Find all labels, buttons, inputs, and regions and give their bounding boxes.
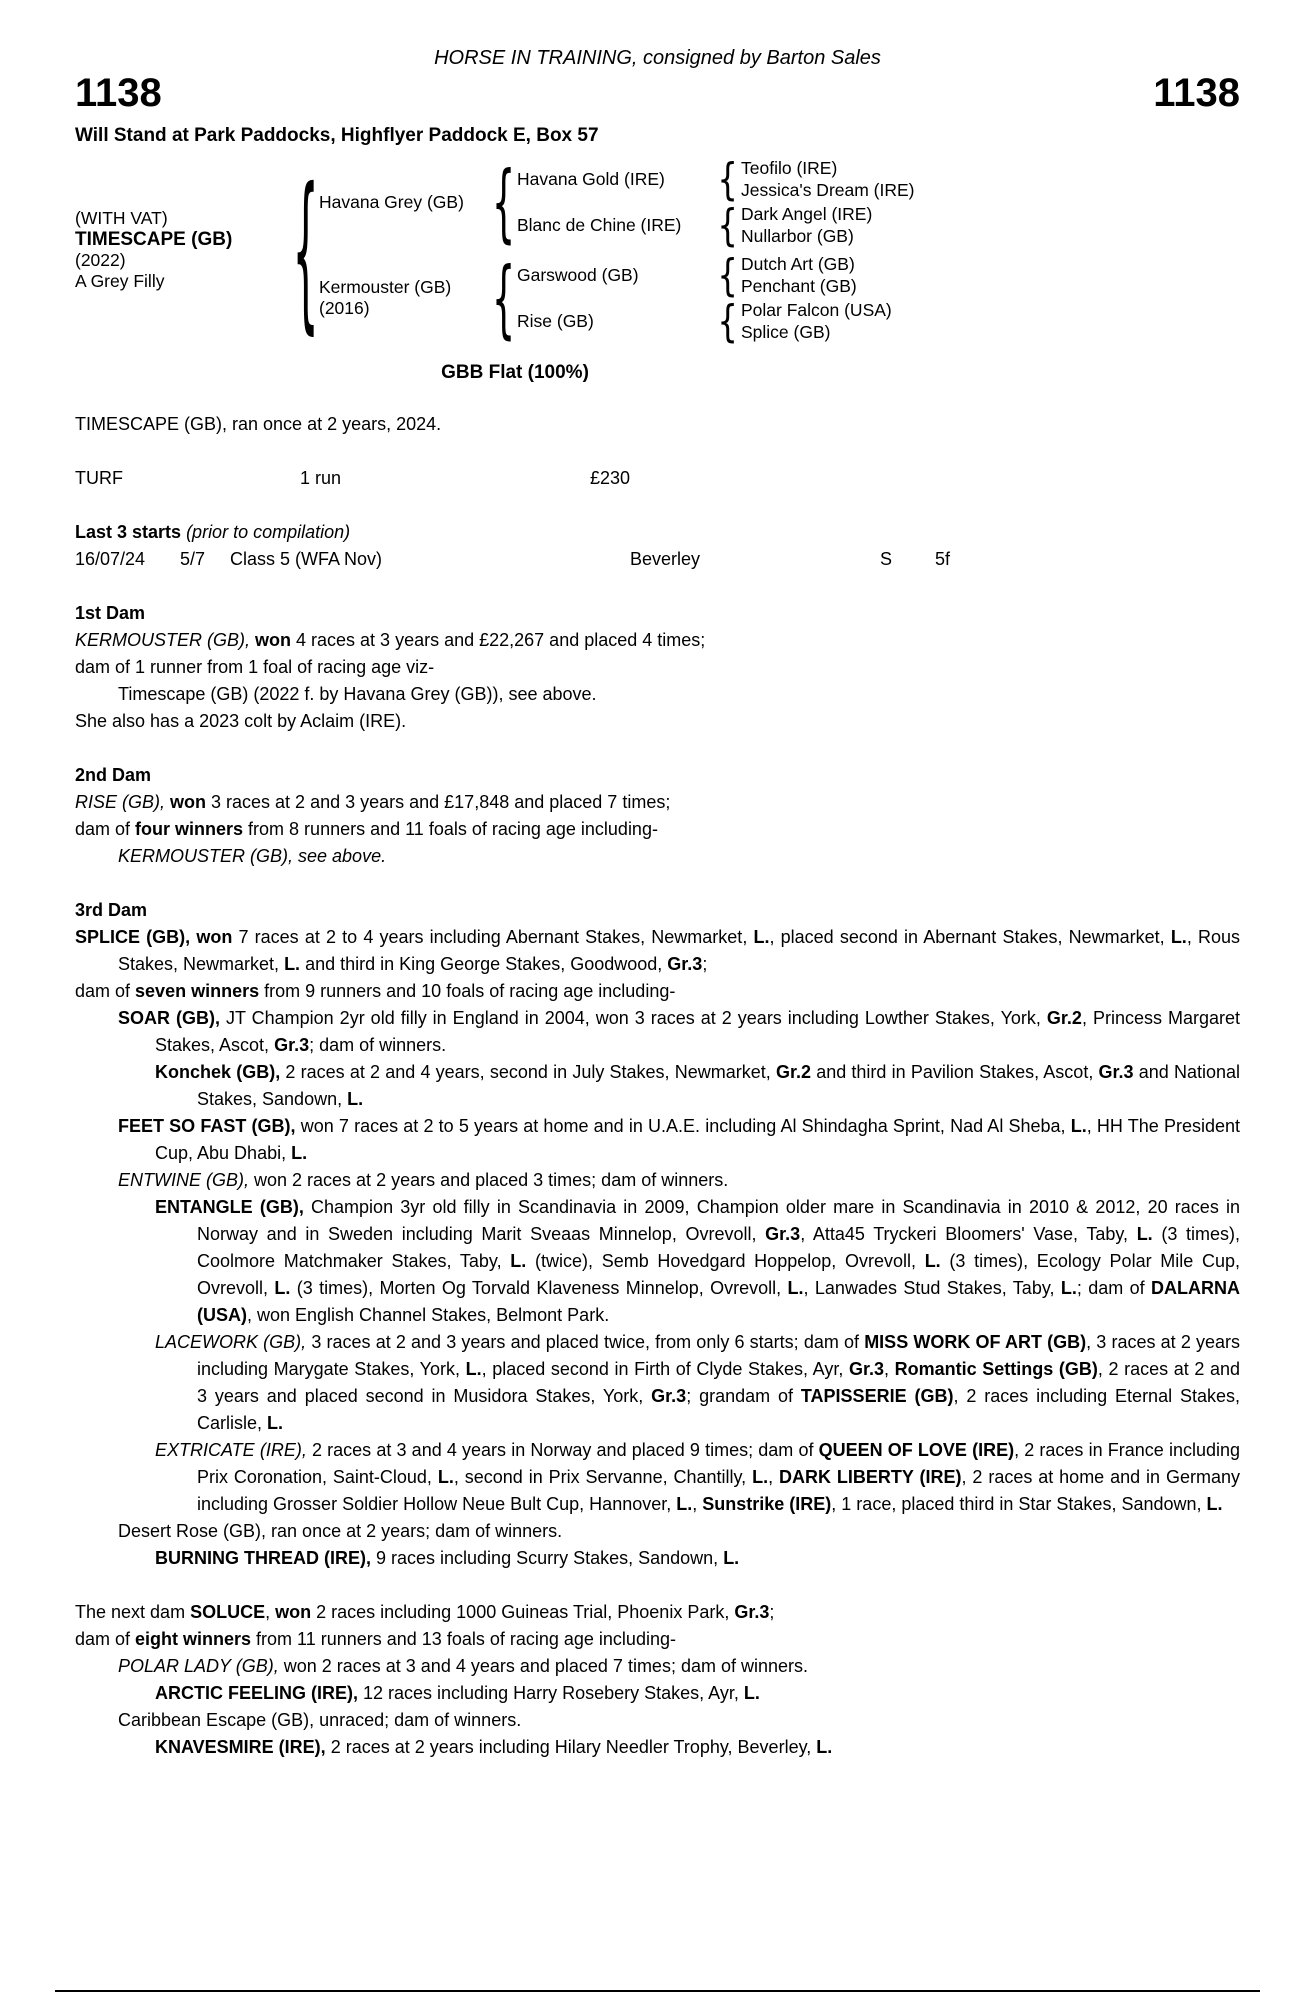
para-arctic-feeling: ARCTIC FEELING (IRE), 12 races including Harry Rosebery Stakes, Ayr, L. <box>155 1683 760 1703</box>
lot-number-right: 1138 <box>1153 71 1240 115</box>
dam3-heading: 3rd Dam <box>75 900 148 920</box>
great-grandparent-name: Jessica's Dream (IRE) <box>741 180 915 200</box>
pedigree-brace-small: { <box>717 199 739 251</box>
para-kermouster: KERMOUSTER (GB), won 4 races at 3 years and £22,267 and placed 4 times; <box>75 630 706 650</box>
start-distance: 5f <box>935 549 951 569</box>
para-soar: SOAR (GB), JT Champion 2yr old filly in England in 2004, won 3 races at 2 years including Lowther Stakes, York, Gr.2, Princess Margaret Stakes, Ascot, Gr.3; dam of winners. <box>118 1008 1240 1055</box>
pedigree-brace-sire: { <box>492 152 516 252</box>
start-course: Beverley <box>630 549 701 569</box>
para-dam2-damof: dam of four winners from 8 runners and 11 foals of racing age including- <box>75 819 658 839</box>
para-extricate: EXTRICATE (IRE), 2 races at 3 and 4 years in Norway and placed 9 times; dam of QUEEN OF LOVE (IRE), 2 races in France including Prix Coronation, Saint-Cloud, L., second in Prix Servanne, Chantilly, L., DARK LIBERTY (IRE), 2 races at home and in Germany including Grosser Soldier Hollow Neue Bult Cup, Hannover, L., Sunstrike (IRE), 1 race, placed third in Star Stakes, Sandown, L. <box>155 1440 1240 1514</box>
last-start-row <box>75 546 1240 573</box>
para-dam1-damof: dam of 1 runner from 1 foal of racing age viz- <box>75 657 435 677</box>
surface-label: TURF <box>75 468 123 488</box>
vat-note: (WITH VAT) <box>75 208 168 228</box>
granddam-name: Blanc de Chine (IRE) <box>517 214 682 235</box>
great-grandparents <box>741 299 892 343</box>
dam-parents-column <box>517 249 892 347</box>
start-date: 16/07/24 <box>75 549 146 569</box>
pedigree-brace-small: { <box>717 249 739 301</box>
start-class: Class 5 (WFA Nov) <box>230 549 383 569</box>
para-dam3-damof: dam of seven winners from 9 runners and 10 foals of racing age including- <box>75 981 676 1001</box>
last-starts-note: (prior to compilation) <box>181 522 351 542</box>
lot-number-row <box>75 72 1240 114</box>
para-burning-thread: BURNING THREAD (IRE), 9 races including Scurry Stakes, Sandown, L. <box>155 1548 740 1568</box>
para-entangle: ENTANGLE (GB), Champion 3yr old filly in Scandinavia in 2009, Champion older mare in Scandinavia in 2010 & 2012, 20 races in Norway and in Sweden including Marit Sveaas Minnelop, Ovrevoll, Gr.3, Atta45 Tryckeri Bloomers' Vase, Taby, L. (3 times), Coolmore Matchmaker Stakes, Taby, L. (twice), Semb Hovedgard Hoppelop, Ovrevoll, L. (3 times), Ecology Polar Mile Cup, Ovrevoll, L. (3 times), Morten Og Torvald Klaveness Minnelop, Ovrevoll, L., Lanwades Stud Stakes, Taby, L.; dam of DALARNA (USA), won English Channel Stakes, Belmont Park. <box>155 1197 1241 1325</box>
body-text <box>75 411 1240 1761</box>
pedigree-gen1-column <box>319 152 915 348</box>
great-grandparent-name: Dutch Art (GB) <box>741 254 855 274</box>
grandparent-block <box>517 249 892 301</box>
dam-year: (2016) <box>319 298 370 318</box>
page-bottom-rule <box>55 1990 1260 1992</box>
great-grandparents <box>741 203 872 247</box>
turf-record-row <box>75 465 1240 492</box>
para-entwine: ENTWINE (GB), won 2 races at 2 years and placed 3 times; dam of winners. <box>118 1170 729 1190</box>
sire-parents-column <box>517 153 915 251</box>
grandsire-name: Garswood (GB) <box>517 264 639 285</box>
para-konchek: Konchek (GB), 2 races at 2 and 4 years, second in July Stakes, Newmarket, Gr.2 and third in Pavilion Stakes, Ascot, Gr.3 and National Stakes, Sandown, L. <box>155 1062 1241 1109</box>
para-splice: SPLICE (GB), won 7 races at 2 to 4 years including Abernant Stakes, Newmarket, L., placed second in Abernant Stakes, Newmarket, L., Rous Stakes, Newmarket, L. and third in King George Stakes, Goodwood, Gr.3; <box>75 927 1240 974</box>
gbb-scheme-line: GBB Flat (100%) <box>441 362 589 383</box>
grandparent-block <box>517 295 892 347</box>
para-timescape: Timescape (GB) (2022 f. by Havana Grey (GB)), see above. <box>118 684 597 704</box>
para-rise: RISE (GB), won 3 races at 2 and 3 years and £17,848 and placed 7 times; <box>75 792 671 812</box>
pedigree-subject <box>75 208 293 292</box>
last-starts-heading <box>75 519 1240 546</box>
para-desert-rose: Desert Rose (GB), ran once at 2 years; dam of winners. <box>118 1521 563 1541</box>
para-colt-note: She also has a 2023 colt by Aclaim (IRE). <box>75 711 407 731</box>
race-summary: TIMESCAPE (GB), ran once at 2 years, 2024. <box>75 414 442 434</box>
para-lacework: LACEWORK (GB), 3 races at 2 and 3 years and placed twice, from only 6 starts; dam of MISS WORK OF ART (GB), 3 races at 2 years including Marygate Stakes, York, L., placed second in Firth of Clyde Stakes, Ayr, Gr.3, Romantic Settings (GB), 2 races at 2 and 3 years and placed second in Musidora Stakes, York, Gr.3; grandam of TAPISSERIE (GB), 2 races including Eternal Stakes, Carlisle, L. <box>155 1332 1241 1433</box>
dam-name: Kermouster (GB) <box>319 277 452 297</box>
pedigree-brace-gen1: { <box>292 150 320 350</box>
grandsire-name: Havana Gold (IRE) <box>517 168 665 189</box>
para-knavesmire: KNAVESMIRE (IRE), 2 races at 2 years including Hilary Needler Trophy, Beverley, L. <box>155 1737 833 1757</box>
subject-year: (2022) <box>75 250 126 270</box>
granddam-name: Rise (GB) <box>517 310 594 331</box>
para-kermouster-ref: KERMOUSTER (GB), see above. <box>118 846 387 866</box>
great-grandparent-name: Teofilo (IRE) <box>741 158 838 178</box>
grandparent-block <box>517 153 915 205</box>
para-soluce: The next dam SOLUCE, won 2 races including 1000 Guineas Trial, Phoenix Park, Gr.3; <box>75 1602 775 1622</box>
sire-name-cell <box>319 192 491 213</box>
start-going: S <box>880 549 893 569</box>
dam2-heading: 2nd Dam <box>75 765 152 785</box>
great-grandparent-name: Penchant (GB) <box>741 276 857 296</box>
great-grandparents <box>741 157 915 201</box>
dam1-heading: 1st Dam <box>75 603 146 623</box>
consignor-line: HORSE IN TRAINING, consigned by Barton Sales <box>434 47 881 69</box>
dam-block <box>319 248 915 348</box>
subject-description: A Grey Filly <box>75 271 165 291</box>
sire-block <box>319 152 915 252</box>
start-position: 5/7 <box>180 549 206 569</box>
stand-location-line: Will Stand at Park Paddocks, Highflyer Paddock E, Box 57 <box>75 125 599 146</box>
great-grandparents <box>741 253 857 297</box>
lot-number-left: 1138 <box>75 71 162 115</box>
pedigree-brace-small: { <box>717 153 739 205</box>
great-grandparent-name: Splice (GB) <box>741 322 831 342</box>
para-nextdam-damof: dam of eight winners from 11 runners and 13 foals of racing age including- <box>75 1629 676 1649</box>
sire-name: Havana Grey (GB) <box>319 191 464 212</box>
pedigree-brace-small: { <box>717 295 739 347</box>
dam-name-cell <box>319 277 491 319</box>
para-caribbean-escape: Caribbean Escape (GB), unraced; dam of winners. <box>118 1710 522 1730</box>
subject-name: TIMESCAPE (GB) <box>75 229 233 250</box>
pedigree-brace-dam: { <box>492 248 516 348</box>
great-grandparent-name: Polar Falcon (USA) <box>741 300 892 320</box>
para-feet-so-fast: FEET SO FAST (GB), won 7 races at 2 to 5 years at home and in U.A.E. including Al Shindagha Sprint, Nad Al Sheba, L., HH The President Cup, Abu Dhabi, L. <box>118 1116 1240 1163</box>
pedigree-table <box>75 150 1240 350</box>
great-grandparent-name: Dark Angel (IRE) <box>741 204 873 224</box>
grandparent-block <box>517 199 915 251</box>
last-starts-label: Last 3 starts <box>75 522 182 542</box>
great-grandparent-name: Nullarbor (GB) <box>741 226 854 246</box>
para-polar-lady: POLAR LADY (GB), won 2 races at 3 and 4 years and placed 7 times; dam of winners. <box>118 1656 809 1676</box>
earnings-value: £230 <box>590 468 631 488</box>
runs-value: 1 run <box>300 468 342 488</box>
